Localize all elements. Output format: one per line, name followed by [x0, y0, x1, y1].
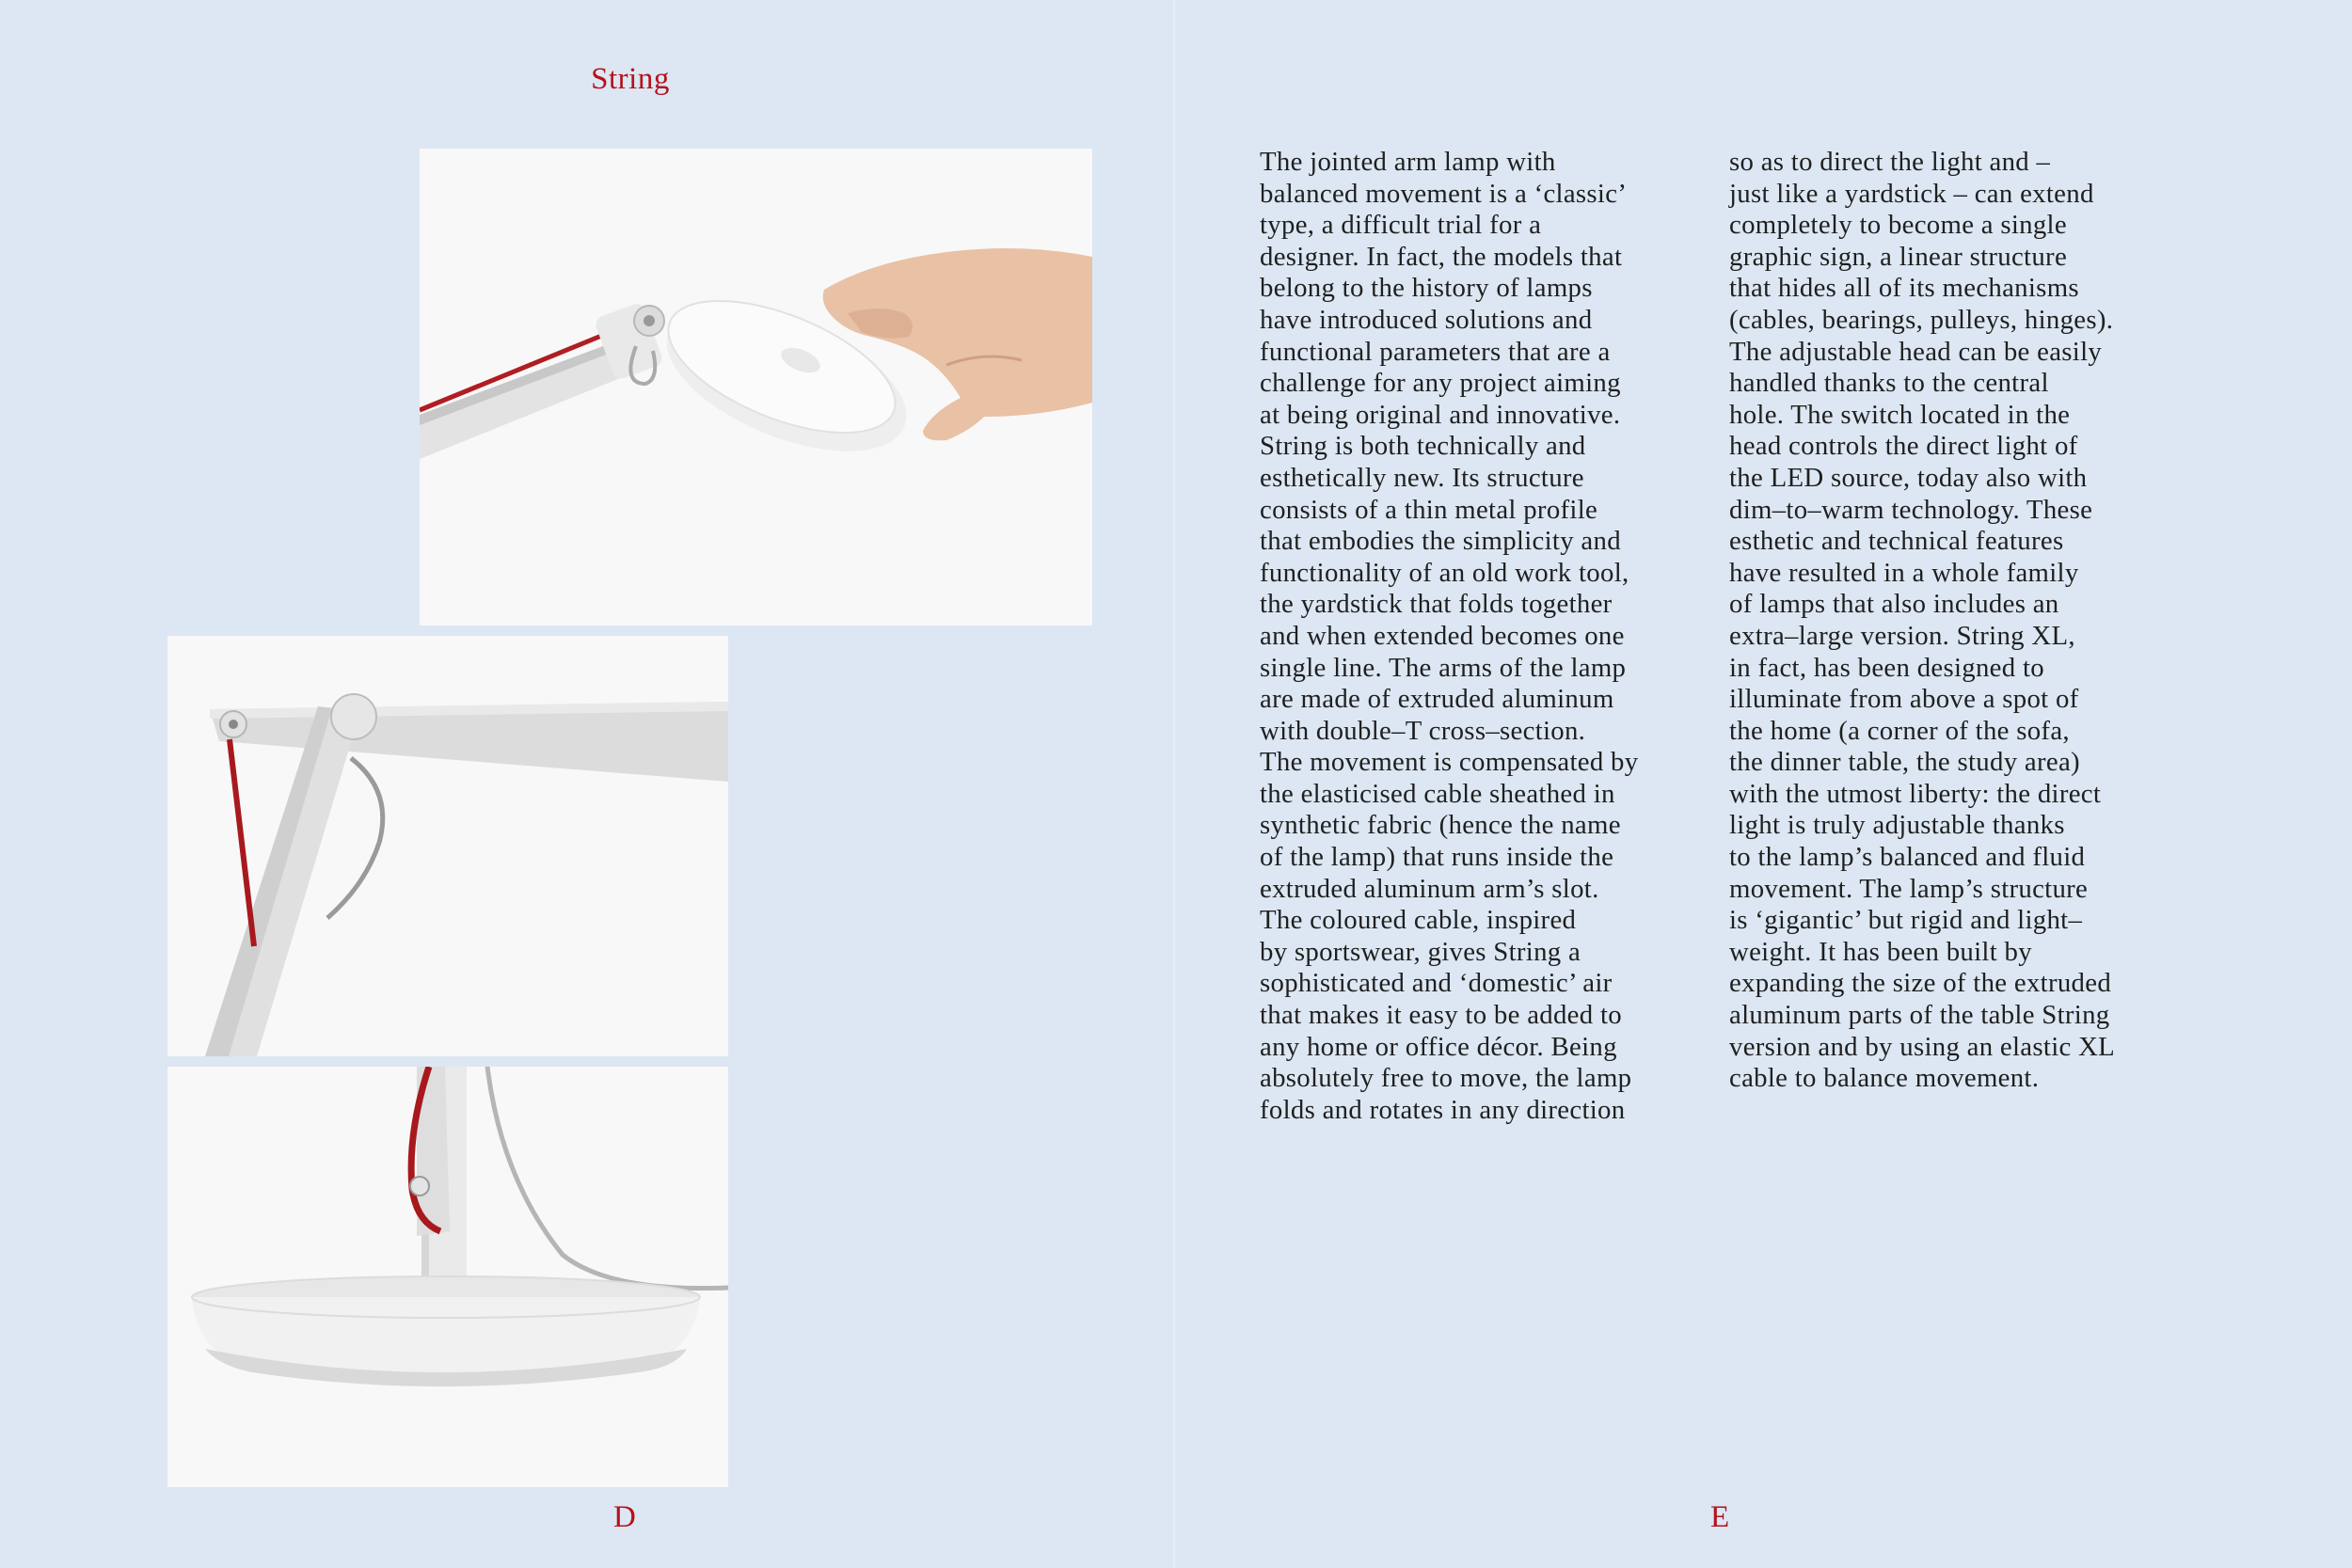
page-title: String [591, 62, 670, 96]
text-line: balanced movement is a ‘classic’ [1260, 178, 1628, 209]
body-text-column-2 [1729, 147, 2181, 1095]
text-line: single line. The arms of the lamp [1260, 652, 1627, 683]
text-line: that makes it easy to be added to [1260, 1000, 1622, 1031]
text-line: cable to balance movement. [1729, 1063, 2040, 1094]
text-line: consists of a thin metal profile [1260, 494, 1598, 525]
text-line: graphic sign, a linear structure [1729, 241, 2068, 272]
text-line: the LED source, today also with [1729, 462, 2088, 493]
text-line: absolutely free to move, the lamp [1260, 1063, 1632, 1094]
text-line: designer. In fact, the models that [1260, 241, 1623, 272]
text-line: any home or office décor. Being [1260, 1031, 1617, 1062]
text-line: head controls the direct light of [1729, 431, 2078, 462]
text-line: at being original and innovative. [1260, 399, 1621, 430]
text-line: The movement is compensated by [1260, 747, 1639, 778]
text-line: hole. The switch located in the [1729, 399, 2071, 430]
text-line: the home (a corner of the sofa, [1729, 715, 2070, 746]
text-line: extruded aluminum arm’s slot. [1260, 873, 1599, 904]
text-line: illuminate from above a spot of [1729, 684, 2079, 715]
text-line: so as to direct the light and – [1729, 147, 2051, 177]
text-line: synthetic fabric (hence the name [1260, 810, 1621, 841]
folio-left: D [613, 1500, 636, 1534]
text-line: the elasticised cable sheathed in [1260, 778, 1615, 809]
text-line: is ‘gigantic’ but rigid and light– [1729, 905, 2083, 936]
text-line: expanding the size of the extruded [1729, 968, 2112, 999]
text-line: that hides all of its mechanisms [1729, 273, 2079, 304]
lamp-head-photo [420, 149, 1092, 626]
text-line: dim–to–warm technology. These [1729, 494, 2093, 525]
text-line: The coloured cable, inspired [1260, 905, 1577, 936]
text-line: extra–large version. String XL, [1729, 620, 2075, 651]
body-text-column-1 [1260, 147, 1711, 1126]
text-line: and when extended becomes one [1260, 620, 1625, 651]
text-line: handled thanks to the central [1729, 368, 2049, 399]
lamp-base-photo [167, 1067, 728, 1487]
text-line: in fact, has been designed to [1729, 652, 2044, 683]
text-line: belong to the history of lamps [1260, 273, 1593, 304]
page-gutter [1173, 0, 1175, 1568]
text-line: the yardstick that folds together [1260, 589, 1613, 620]
text-line: esthetically new. Its structure [1260, 462, 1584, 493]
folio-right: E [1710, 1500, 1730, 1534]
text-line: light is truly adjustable thanks [1729, 810, 2065, 841]
text-line: esthetic and technical features [1729, 526, 2064, 557]
text-line: of lamps that also includes an [1729, 589, 2059, 620]
text-line: have resulted in a whole family [1729, 557, 2079, 588]
text-line: movement. The lamp’s structure [1729, 873, 2089, 904]
text-line: just like a yardstick – can extend [1729, 178, 2094, 209]
text-line: have introduced solutions and [1260, 304, 1593, 335]
text-line: The adjustable head can be easily [1729, 336, 2103, 367]
text-line: folds and rotates in any direction [1260, 1094, 1626, 1125]
text-line: type, a difficult trial for a [1260, 210, 1542, 241]
text-line: weight. It has been built by [1729, 936, 2032, 967]
text-line: challenge for any project aiming [1260, 368, 1621, 399]
text-line: are made of extruded aluminum [1260, 684, 1614, 715]
text-line: with double–T cross–section. [1260, 715, 1586, 746]
text-line: of the lamp) that runs inside the [1260, 842, 1614, 873]
text-line: sophisticated and ‘domestic’ air [1260, 968, 1613, 999]
text-line: completely to become a single [1729, 210, 2067, 241]
arm-joint-photo [167, 636, 728, 1056]
text-line: aluminum parts of the table String [1729, 1000, 2110, 1031]
text-line: functionality of an old work tool, [1260, 557, 1629, 588]
text-line: String is both technically and [1260, 431, 1586, 462]
text-line: by sportswear, gives String a [1260, 936, 1581, 967]
text-line: functional parameters that are a [1260, 336, 1611, 367]
text-line: that embodies the simplicity and [1260, 526, 1621, 557]
text-line: the dinner table, the study area) [1729, 747, 2080, 778]
text-line: to the lamp’s balanced and fluid [1729, 842, 2086, 873]
text-line: with the utmost liberty: the direct [1729, 778, 2102, 809]
text-line: The jointed arm lamp with [1260, 147, 1556, 177]
text-line: (cables, bearings, pulleys, hinges). [1729, 304, 2114, 335]
text-line: version and by using an elastic XL [1729, 1031, 2116, 1062]
